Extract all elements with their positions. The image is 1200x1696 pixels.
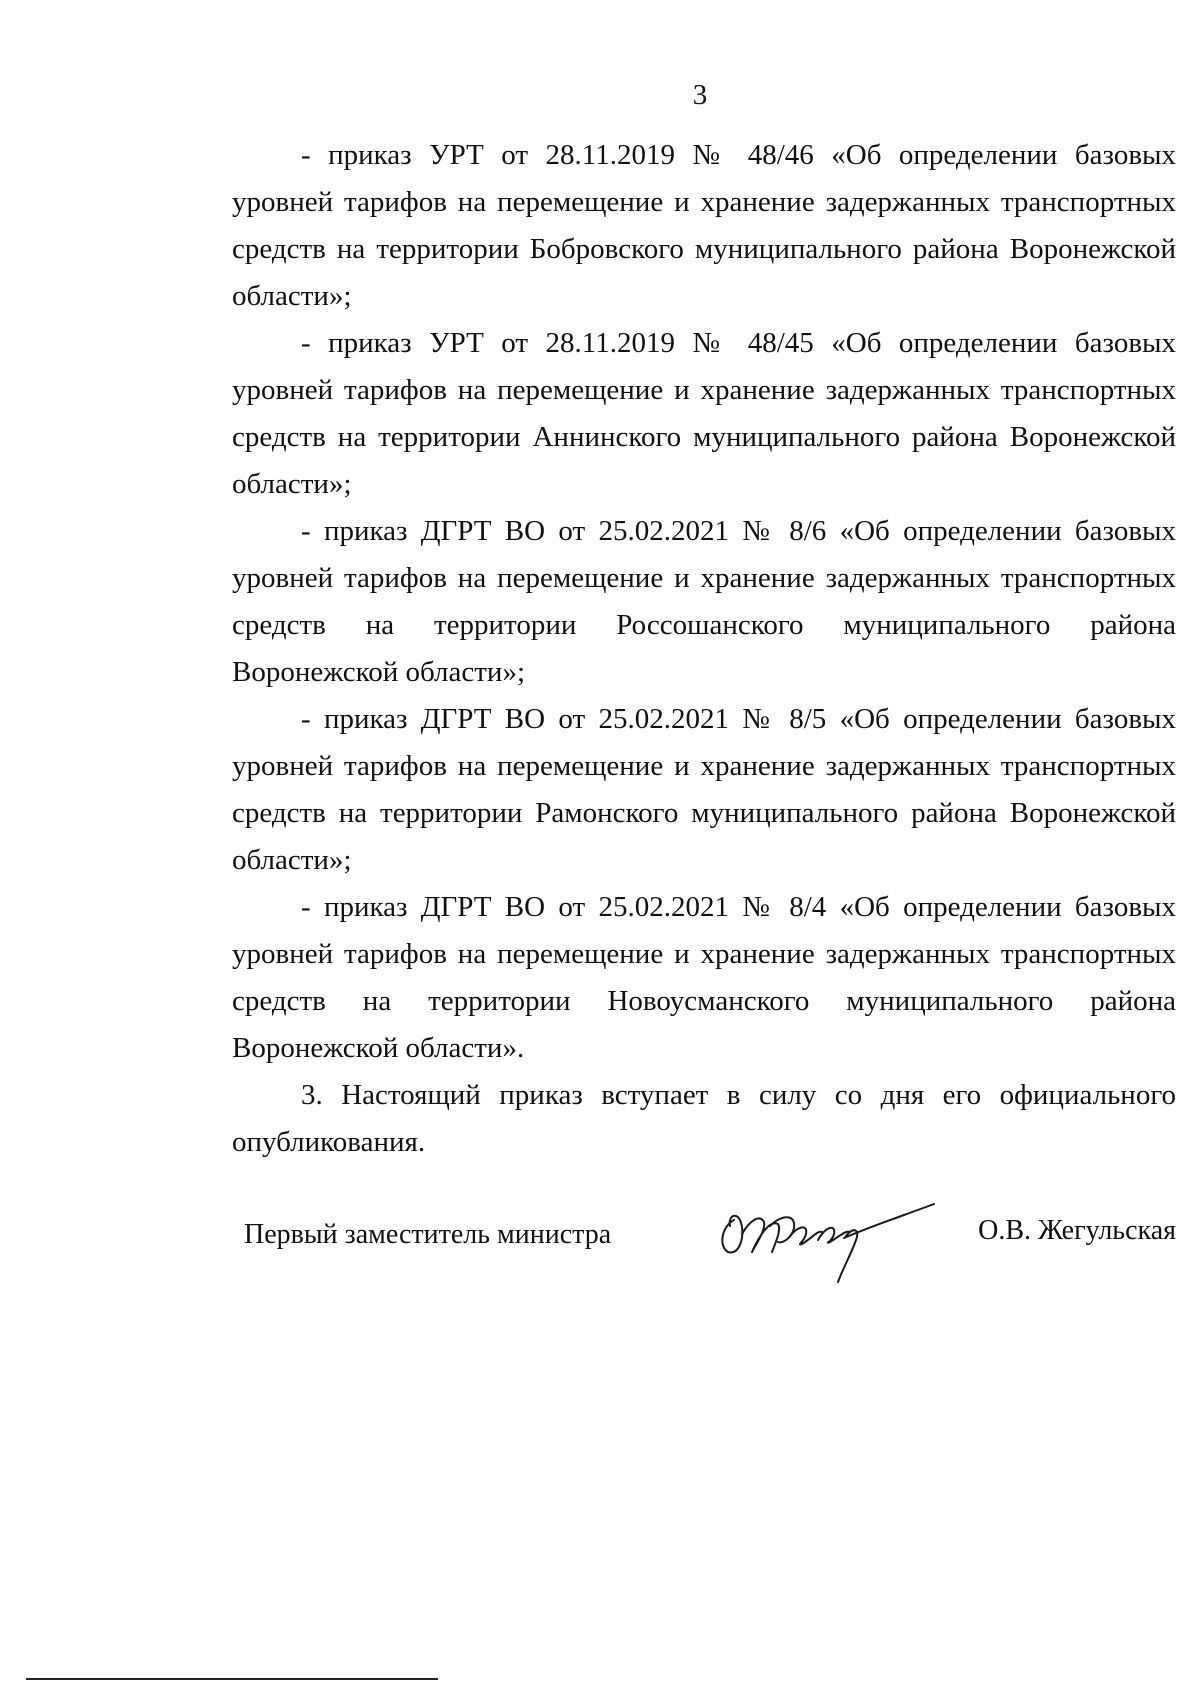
signer-title: Первый заместитель министра (244, 1219, 612, 1250)
signature-block (244, 1215, 1176, 1318)
order-item-bobrovsky: - приказ УРТ от 28.11.2019 № 48/46 «Об определении базовых уровней тарифов на перемещение и хранение задержанных транспортных средств на территории Бобровского муниципального района Воронежской области»; (232, 139, 1176, 312)
page-number: 3 (692, 79, 708, 111)
footer-rule (26, 1678, 438, 1680)
signer-name: О.В. Жегульская (978, 1215, 1176, 1246)
order-item-novousmansky: - приказ ДГРТ ВО от 25.02.2021 № 8/4 «Об определении базовых уровней тарифов на перемещение и хранение задержанных транспортных средств на территории Новоусманского муниципального района Воронежской области». (232, 891, 1176, 1064)
order-item-ramonsky: - приказ ДГРТ ВО от 25.02.2021 № 8/5 «Об определении базовых уровней тарифов на перемещение и хранение задержанных транспортных средств на территории Рамонского муниципального района Воронежской области»; (232, 703, 1176, 876)
effective-date-clause: 3. Настоящий приказ вступает в силу со дня его официального опубликования. (232, 1079, 1176, 1158)
order-item-anninsky: - приказ УРТ от 28.11.2019 № 48/45 «Об определении базовых уровней тарифов на перемещение и хранение задержанных транспортных средств на территории Аннинского муниципального района Воронежской области»; (232, 327, 1176, 500)
document-body (232, 132, 1176, 1166)
handwritten-signature (712, 1190, 940, 1286)
order-item-rossoshansky: - приказ ДГРТ ВО от 25.02.2021 № 8/6 «Об определении базовых уровней тарифов на перемещение и хранение задержанных транспортных средств на территории Россошанского муниципального района Воронежской области»; (232, 515, 1176, 688)
